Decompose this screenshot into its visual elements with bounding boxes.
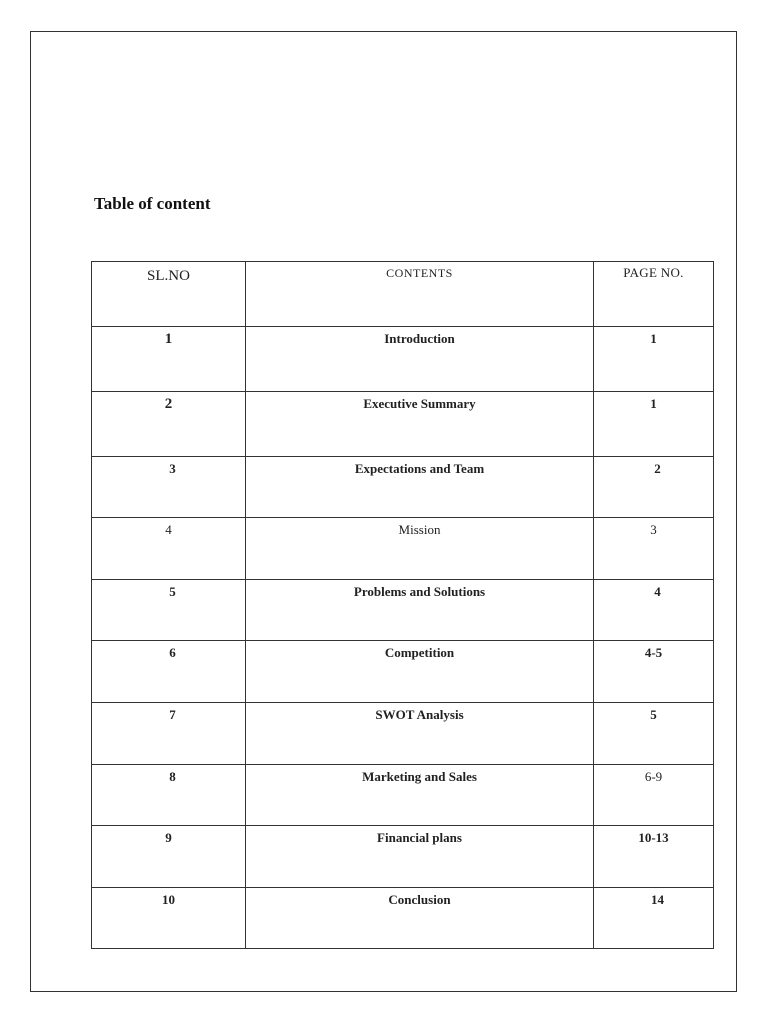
table-row: [92, 703, 714, 765]
table-row: [92, 888, 714, 949]
page-no-cell: 1: [594, 327, 714, 392]
page-no-cell: 10-13: [594, 826, 714, 888]
sl-no-cell: 4: [92, 518, 246, 580]
table-row: [92, 580, 714, 641]
column-header-sl-no: SL.NO: [92, 262, 246, 327]
table-row: [92, 392, 714, 457]
table-row: [92, 641, 714, 703]
sl-no-cell: 10: [92, 888, 246, 949]
page-no-cell: 4-5: [594, 641, 714, 703]
contents-cell: Financial plans: [246, 826, 594, 888]
sl-no-cell: 3: [92, 457, 246, 518]
sl-no-cell: 1: [92, 327, 246, 392]
sl-no-cell: 2: [92, 392, 246, 457]
contents-cell: SWOT Analysis: [246, 703, 594, 765]
table-of-contents: [91, 261, 714, 949]
contents-cell: Problems and Solutions: [246, 580, 594, 641]
table-row: [92, 826, 714, 888]
page-no-cell: 2: [594, 457, 714, 518]
page-no-cell: 1: [594, 392, 714, 457]
page-no-cell: 3: [594, 518, 714, 580]
contents-cell: Conclusion: [246, 888, 594, 949]
contents-cell: Introduction: [246, 327, 594, 392]
page-no-cell: 6-9: [594, 765, 714, 826]
contents-cell: Competition: [246, 641, 594, 703]
page-no-cell: 5: [594, 703, 714, 765]
table-header-row: [92, 262, 714, 327]
page-title: Table of content: [94, 194, 211, 213]
sl-no-cell: 8: [92, 765, 246, 826]
table-row: [92, 765, 714, 826]
table-row: [92, 457, 714, 518]
column-header-page-no: PAGE NO.: [594, 262, 714, 327]
column-header-contents: CONTENTS: [246, 262, 594, 327]
page-no-cell: 4: [594, 580, 714, 641]
contents-cell: Expectations and Team: [246, 457, 594, 518]
sl-no-cell: 7: [92, 703, 246, 765]
table-row: [92, 518, 714, 580]
page-no-cell: 14: [594, 888, 714, 949]
sl-no-cell: 9: [92, 826, 246, 888]
contents-cell: Mission: [246, 518, 594, 580]
sl-no-cell: 5: [92, 580, 246, 641]
contents-cell: Executive Summary: [246, 392, 594, 457]
contents-cell: Marketing and Sales: [246, 765, 594, 826]
sl-no-cell: 6: [92, 641, 246, 703]
table-row: [92, 327, 714, 392]
